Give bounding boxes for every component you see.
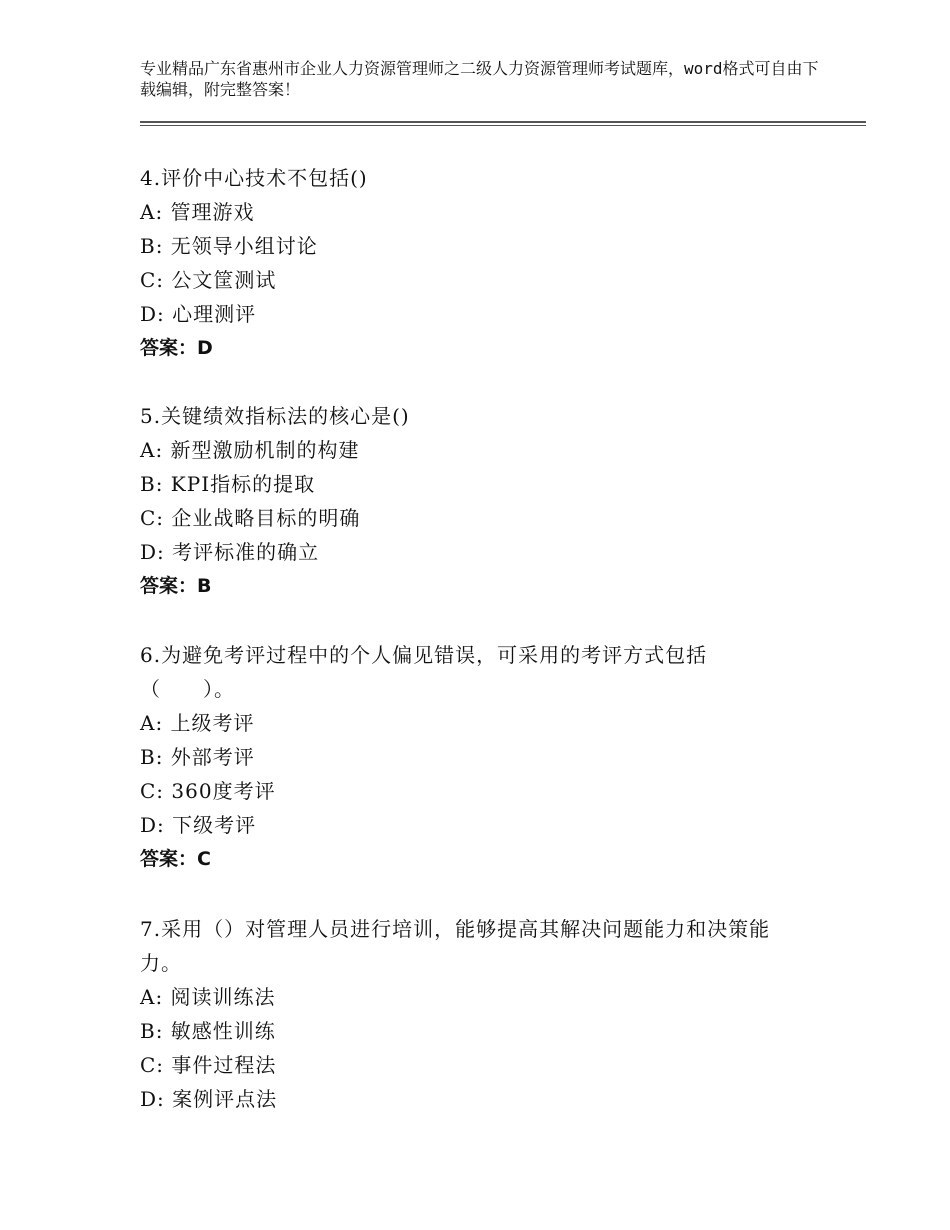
option-a: A: 阅读训练法 xyxy=(140,985,276,1009)
question-stem: 4.评价中心技术不包括() xyxy=(140,166,368,190)
option-c: C: 事件过程法 xyxy=(140,1053,277,1077)
answer-label: 答案：C xyxy=(140,848,211,870)
answer-label: 答案：D xyxy=(140,337,213,359)
option-b: B: 无领导小组讨论 xyxy=(140,234,318,258)
option-d: D: 心理测评 xyxy=(140,302,257,326)
option-a: A: 新型激励机制的构建 xyxy=(140,438,360,462)
header-divider xyxy=(140,121,866,123)
option-b: B: KPI指标的提取 xyxy=(140,472,316,496)
answer-label: 答案：B xyxy=(140,575,212,597)
header-divider-thin xyxy=(140,125,866,126)
option-c: C: 公文筐测试 xyxy=(140,268,277,292)
question-4 xyxy=(140,161,830,365)
question-stem: 5.关键绩效指标法的核心是() xyxy=(140,404,410,428)
option-c: C: 企业战略目标的明确 xyxy=(140,506,361,530)
option-c: C: 360度考评 xyxy=(140,779,276,803)
question-7 xyxy=(140,912,830,1116)
question-5 xyxy=(140,399,830,603)
option-a: A: 管理游戏 xyxy=(140,200,255,224)
option-d: D: 考评标准的确立 xyxy=(140,540,320,564)
question-6 xyxy=(140,638,830,876)
option-d: D: 下级考评 xyxy=(140,813,257,837)
option-b: B: 敏感性训练 xyxy=(140,1019,276,1043)
question-stem: 7.采用（）对管理人员进行培训，能够提高其解决问题能力和决策能力。 xyxy=(140,917,771,975)
option-a: A: 上级考评 xyxy=(140,711,255,735)
option-b: B: 外部考评 xyxy=(140,745,255,769)
document-header: 专业精品广东省惠州市企业人力资源管理师之二级人力资源管理师考试题库，word格式可自由下载编辑，附完整答案！ xyxy=(140,59,819,99)
question-stem: 6.为避免考评过程中的个人偏见错误，可采用的考评方式包括（ ）。 xyxy=(140,643,708,701)
option-d: D: 案例评点法 xyxy=(140,1087,278,1111)
